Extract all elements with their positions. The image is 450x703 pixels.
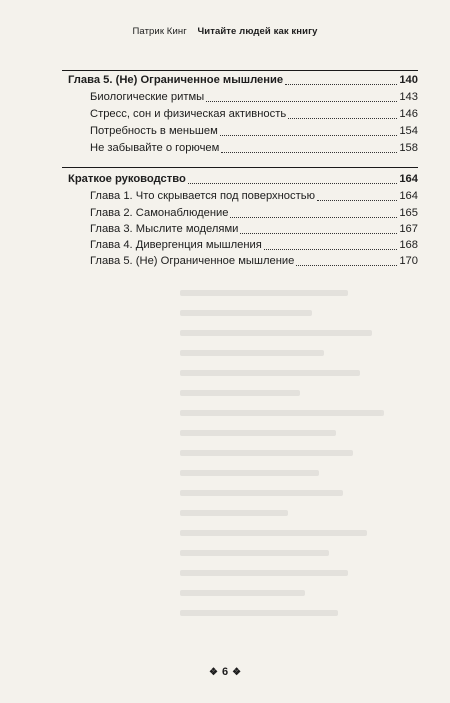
running-header xyxy=(0,26,450,37)
header-book-title: Читайте людей как книгу xyxy=(197,26,318,37)
toc-section-title: Краткое руководство xyxy=(68,173,186,185)
toc-entry-label: Не забывайте о горючем xyxy=(90,142,220,154)
toc-entry-label: Глава 5. (Не) Ограниченное мышление xyxy=(90,255,295,267)
ornament-right-icon: ❖ xyxy=(232,667,242,678)
toc-chapter-heading[interactable] xyxy=(68,73,418,88)
toc-entry-label: Глава 1. Что скрывается под поверхностью xyxy=(90,190,315,202)
toc-entry-page: 154 xyxy=(399,125,418,137)
section-rule-top xyxy=(62,70,418,71)
toc-entry[interactable] xyxy=(90,238,418,253)
toc-dot-leader xyxy=(288,118,397,119)
toc-dot-leader xyxy=(296,265,397,266)
toc-dot-leader xyxy=(220,135,398,136)
page-number: 6 xyxy=(221,666,229,678)
toc-entry[interactable] xyxy=(90,189,418,204)
toc-dot-leader xyxy=(285,84,397,85)
toc-entry-label: Глава 3. Мыслите моделями xyxy=(90,223,239,235)
toc-entry-page: 146 xyxy=(399,108,418,120)
section-rule-top xyxy=(62,167,418,168)
toc-dot-leader xyxy=(230,217,397,218)
toc-entry[interactable] xyxy=(90,254,418,269)
toc-entry-page: 165 xyxy=(399,207,418,219)
toc-dot-leader xyxy=(240,233,397,234)
toc-dot-leader xyxy=(188,183,398,184)
ornament-left-icon: ❖ xyxy=(208,667,218,678)
toc-dot-leader xyxy=(221,152,397,153)
toc-entry[interactable] xyxy=(90,90,418,105)
toc-entry-label: Потребность в меньшем xyxy=(90,125,218,137)
page-footer xyxy=(0,666,450,678)
toc-dot-leader xyxy=(206,101,397,102)
toc-page-number: 164 xyxy=(399,173,418,185)
toc-dot-leader xyxy=(317,200,397,201)
bleed-through-texture xyxy=(180,290,420,650)
header-author: Патрик Кинг xyxy=(132,26,187,37)
toc-page-number: 140 xyxy=(399,74,418,86)
toc-entry-page: 168 xyxy=(399,239,418,251)
toc-entry-label: Стресс, сон и физическая активность xyxy=(90,108,287,120)
toc-entry-page: 158 xyxy=(399,142,418,154)
toc-dot-leader xyxy=(264,249,397,250)
toc-section-heading[interactable] xyxy=(68,172,418,187)
toc-entry-page: 167 xyxy=(399,223,418,235)
toc-entry-label: Глава 2. Самонаблюдение xyxy=(90,207,229,219)
toc-chapter-title: Глава 5. (Не) Ограниченное мышление xyxy=(68,74,284,86)
toc-entry[interactable] xyxy=(90,206,418,221)
toc-entry[interactable] xyxy=(90,124,418,139)
toc-entry-label: Биологические ритмы xyxy=(90,91,205,103)
toc-entry[interactable] xyxy=(90,107,418,122)
toc-entry-page: 164 xyxy=(399,190,418,202)
toc-entry-page: 143 xyxy=(399,91,418,103)
toc-entry[interactable] xyxy=(90,141,418,156)
toc-entry-label: Глава 4. Дивергенция мышления xyxy=(90,239,262,251)
toc-entry-page: 170 xyxy=(399,255,418,267)
toc-entry[interactable] xyxy=(90,222,418,237)
